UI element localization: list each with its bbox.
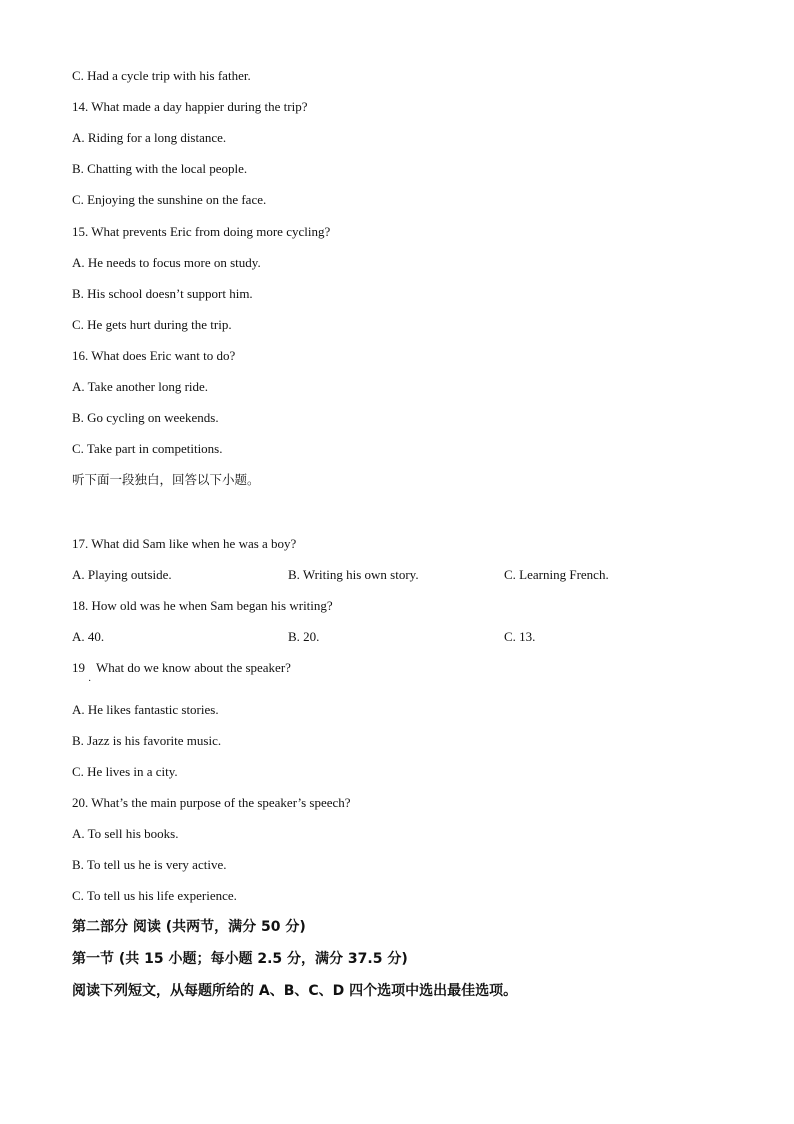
q20-option-c: C. To tell us his life experience. (72, 888, 237, 903)
q13-option-c: C. Had a cycle trip with his father. (72, 68, 251, 83)
q16-option-c: C. Take part in competitions. (72, 441, 223, 456)
q16-option-b: B. Go cycling on weekends. (72, 410, 219, 425)
q18-option-c: C. 13. (504, 629, 536, 644)
q17-option-a: A. Playing outside. (72, 567, 172, 582)
section-heading-sec1: 第一节 (共 15 小题；每小题 2.5 分，满分 37.5 分) (72, 951, 408, 967)
q18-option-b: B. 20. (288, 629, 320, 644)
question-18: 18. How old was he when Sam began his writing? (72, 598, 333, 613)
question-19-number: 19 (72, 660, 85, 675)
question-20: 20. What’s the main purpose of the speaker’s speech? (72, 795, 351, 810)
question-15: 15. What prevents Eric from doing more cycling? (72, 224, 331, 239)
q17-option-c: C. Learning French. (504, 567, 609, 582)
q15-option-c: C. He gets hurt during the trip. (72, 317, 232, 332)
listening-instruction: 听下面一段独白，回答以下小题。 (72, 472, 260, 487)
q15-option-b: B. His school doesn’t support him. (72, 286, 253, 301)
stray-dot: · (88, 676, 92, 687)
q20-option-a: A. To sell his books. (72, 826, 179, 841)
q19-option-a: A. He likes fantastic stories. (72, 702, 219, 717)
question-14: 14. What made a day happier during the trip? (72, 99, 308, 114)
q16-option-a: A. Take another long ride. (72, 379, 209, 394)
q17-option-b: B. Writing his own story. (288, 567, 419, 582)
q19-option-c: C. He lives in a city. (72, 764, 178, 779)
q18-option-a: A. 40. (72, 629, 105, 644)
q14-option-a: A. Riding for a long distance. (72, 130, 227, 145)
q19-option-b: B. Jazz is his favorite music. (72, 733, 222, 748)
reading-directions: 阅读下列短文，从每题所给的 A、B、C、D 四个选项中选出最佳选项。 (72, 983, 518, 999)
section-heading-part2: 第二部分 阅读 (共两节，满分 50 分) (72, 919, 306, 935)
q20-option-b: B. To tell us he is very active. (72, 857, 227, 872)
q15-option-a: A. He needs to focus more on study. (72, 255, 261, 270)
q14-option-b: B. Chatting with the local people. (72, 161, 248, 176)
q14-option-c: C. Enjoying the sunshine on the face. (72, 192, 267, 207)
question-17: 17. What did Sam like when he was a boy? (72, 536, 297, 551)
question-16: 16. What does Eric want to do? (72, 348, 236, 363)
question-19: What do we know about the speaker? (96, 660, 291, 675)
